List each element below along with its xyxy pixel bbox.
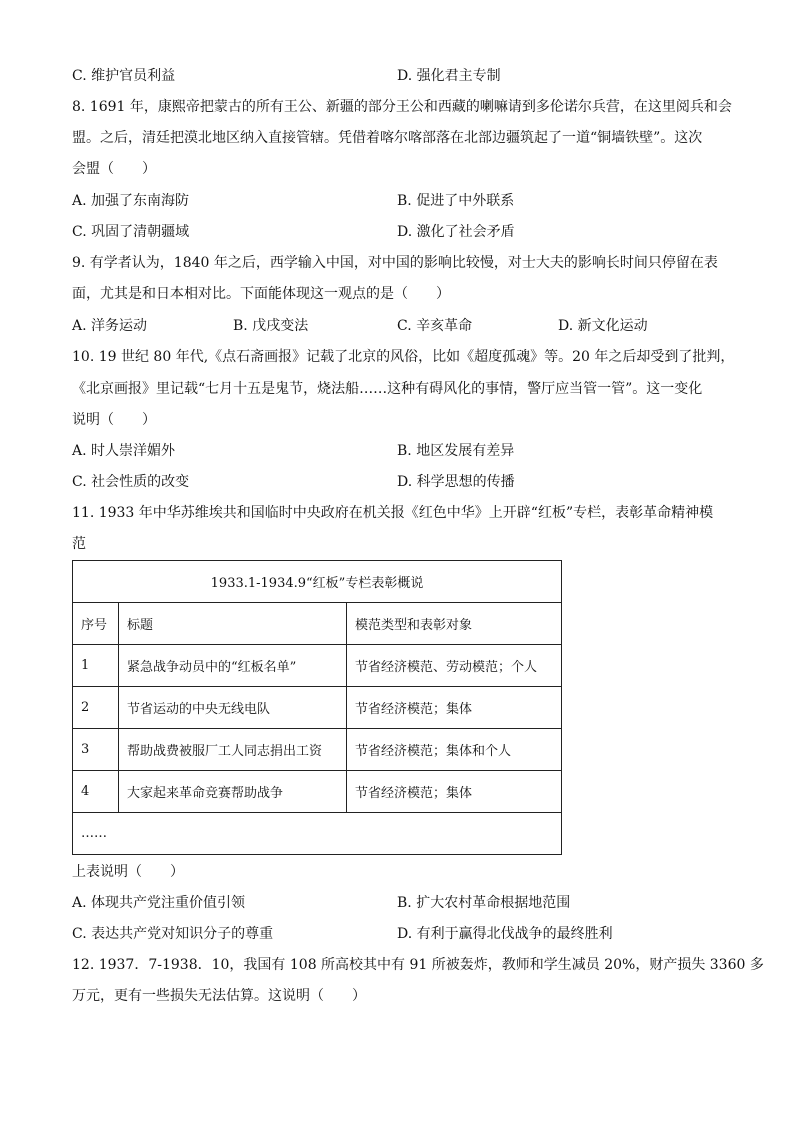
table-row [73, 771, 562, 813]
q11-option-d: D. 有利于赢得北伐战争的最终胜利 [397, 926, 613, 942]
table-cell-title: 大家起来革命竞赛帮助战争 [119, 771, 347, 813]
q8-option-a: A. 加强了东南海防 [72, 193, 190, 209]
table-cell-type: 节省经济模范；集体 [347, 771, 562, 813]
q8-option-b: B. 促进了中外联系 [397, 193, 515, 209]
q11-stem-line-1: 11. 1933 年中华苏维埃共和国临时中央政府在机关报《红色中华》上开辟“红板”专栏，表彰革命精神模 [72, 505, 714, 521]
q10-option-a: A. 时人崇洋媚外 [72, 443, 176, 459]
table-header-index: 序号 [73, 603, 119, 645]
q9-stem-line-1: 9. 有学者认为，1840 年之后，西学输入中国，对中国的影响比较慢，对士大夫的影响长时间只停留在表 [72, 255, 718, 271]
q10-option-b: B. 地区发展有差异 [397, 443, 515, 459]
table-cell-type: 节省经济模范；集体 [347, 687, 562, 729]
table-cell-index: 1 [73, 645, 119, 687]
q9-option-b: B. 戊戌变法 [233, 318, 309, 334]
q8-option-c: C. 巩固了清朝疆域 [72, 224, 190, 240]
q9-option-a: A. 洋务运动 [72, 318, 148, 334]
table-header-type: 模范类型和表彰对象 [347, 603, 562, 645]
q12-stem-line-1: 12. 1937．7-1938．10，我国有 108 所高校其中有 91 所被轰炸，教师和学生减员 20%，财产损失 3360 多 [72, 957, 764, 973]
q7-option-c: C. 维护官员利益 [72, 68, 176, 84]
q8-stem-line-3: 会盟（ ） [72, 161, 156, 177]
q9-option-d: D. 新文化运动 [558, 318, 648, 334]
table-ellipsis-row [73, 813, 562, 855]
table-header-row [73, 603, 562, 645]
table-cell-title: 帮助战费被服厂工人同志捐出工资 [119, 729, 347, 771]
q11-stem-line-2: 范 [72, 536, 86, 552]
table-cell-title: 节省运动的中央无线电队 [119, 687, 347, 729]
table-row [73, 729, 562, 771]
table-cell-type: 节省经济模范、劳动模范；个人 [347, 645, 562, 687]
table-header-title: 标题 [119, 603, 347, 645]
red-board-table [72, 560, 562, 855]
q8-stem-line-1: 8. 1691 年，康熙帝把蒙古的所有王公、新疆的部分王公和西藏的喇嘛请到多伦诺尔兵营，在这里阅兵和会 [72, 99, 732, 115]
q11-question: 上表说明（ ） [72, 864, 184, 880]
q10-option-c: C. 社会性质的改变 [72, 474, 190, 490]
q11-option-a: A. 体现共产党注重价值引领 [72, 895, 246, 911]
table-cell-index: 3 [73, 729, 119, 771]
q12-stem-line-2: 万元，更有一些损失无法估算。这说明（ ） [72, 988, 366, 1004]
table-caption: 1933.1-1934.9“红板”专栏表彰概说 [73, 561, 562, 603]
q10-option-d: D. 科学思想的传播 [397, 474, 515, 490]
q10-stem-line-2: 《北京画报》里记载“七月十五是鬼节，烧法船……这种有碍风化的事情，警厅应当管一管”。这一变化 [72, 381, 703, 397]
q11-option-c: C. 表达共产党对知识分子的尊重 [72, 926, 274, 942]
table-cell-index: 2 [73, 687, 119, 729]
q9-option-c: C. 辛亥革命 [397, 318, 473, 334]
table-row [73, 645, 562, 687]
q9-stem-line-2: 面，尤其是和日本相对比。下面能体现这一观点的是（ ） [72, 286, 450, 302]
table-cell-title: 紧急战争动员中的“红板名单” [119, 645, 347, 687]
q7-option-d: D. 强化君主专制 [397, 68, 501, 84]
table-cell-index: 4 [73, 771, 119, 813]
q11-option-b: B. 扩大农村革命根据地范围 [397, 895, 571, 911]
q8-option-d: D. 激化了社会矛盾 [397, 224, 515, 240]
q10-stem-line-3: 说明（ ） [72, 412, 156, 428]
table-cell-type: 节省经济模范；集体和个人 [347, 729, 562, 771]
table-row [73, 687, 562, 729]
table-ellipsis: …… [73, 813, 562, 855]
q10-stem-line-1: 10. 19 世纪 80 年代,《点石斋画报》记载了北京的风俗，比如《超度孤魂》等。20 年之后却受到了批判， [72, 349, 735, 365]
q8-stem-line-2: 盟。之后，清廷把漠北地区纳入直接管辖。凭借着喀尔喀部落在北部边疆筑起了一道“铜墙铁壁”。这次 [72, 130, 703, 146]
